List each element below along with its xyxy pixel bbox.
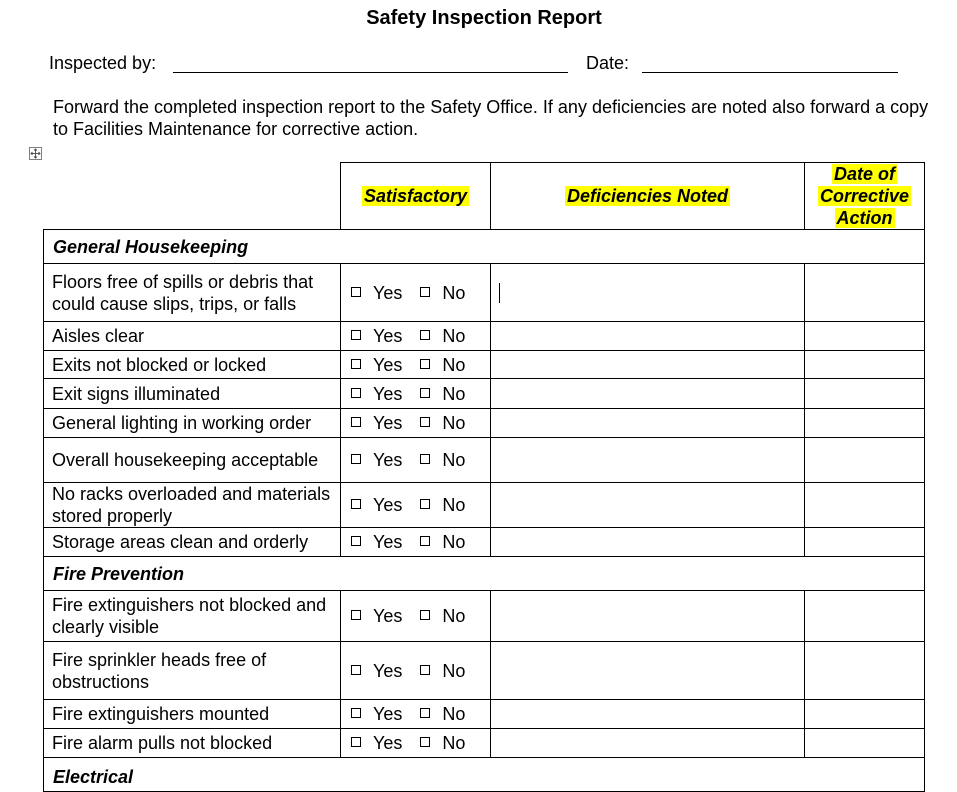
item-label: Storage areas clean and orderly [44,528,341,557]
satisfactory-cell [341,409,491,438]
yes-label: Yes [373,450,403,470]
no-checkbox[interactable] [420,417,430,427]
date-input[interactable] [805,322,925,351]
no-label: No [442,606,466,626]
yes-label: Yes [373,606,403,626]
item-label: Floors free of spills or debris that could cause slips, trips, or falls [44,264,341,322]
yes-label: Yes [373,733,403,753]
date-input[interactable] [805,528,925,557]
no-checkbox[interactable] [420,610,430,620]
yes-checkbox[interactable] [351,665,361,675]
deficiencies-input[interactable] [491,438,805,483]
no-checkbox[interactable] [420,499,430,509]
no-checkbox[interactable] [420,330,430,340]
table-row [44,351,925,379]
satisfactory-cell [341,642,491,700]
text-cursor [499,283,500,303]
table-row [44,322,925,351]
yes-label: Yes [373,532,403,552]
yes-checkbox[interactable] [351,737,361,747]
yes-label: Yes [373,282,403,303]
header-deficiencies [491,163,805,230]
table-row [44,642,925,700]
yes-checkbox[interactable] [351,287,361,297]
deficiencies-input[interactable] [491,483,805,528]
item-label: Fire alarm pulls not blocked [44,729,341,758]
no-label: No [442,450,466,470]
date-field[interactable] [642,72,898,73]
table-row [44,528,925,557]
table-row [44,379,925,409]
date-input[interactable] [805,483,925,528]
section-title-general-housekeeping: General Housekeeping [44,230,925,264]
header-blank-cell [44,163,341,230]
date-input[interactable] [805,351,925,379]
no-checkbox[interactable] [420,287,430,297]
header-row [44,163,925,230]
table-row [44,409,925,438]
satisfactory-cell [341,528,491,557]
deficiencies-input[interactable] [491,264,805,322]
instructions-paragraph: Forward the completed inspection report to the Safety Office. If any deficiencies are noted also forward a copy to Facilities Maintenance for corrective action. [53,97,929,139]
header-date-line1: Date of [833,164,895,184]
yes-checkbox[interactable] [351,417,361,427]
satisfactory-cell [341,729,491,758]
table-row [44,729,925,758]
header-satisfactory-label: Satisfactory [363,186,468,206]
table-row [44,591,925,642]
satisfactory-cell [341,438,491,483]
deficiencies-input[interactable] [491,351,805,379]
header-date-line2: Corrective [819,186,910,206]
item-label: Fire sprinkler heads free of obstructions [44,642,341,700]
item-label: Overall housekeeping acceptable [44,438,341,483]
header-deficiencies-label: Deficiencies Noted [566,186,729,206]
deficiencies-input[interactable] [491,528,805,557]
header-satisfactory [341,163,491,230]
section-title-fire-prevention: Fire Prevention [44,557,925,591]
deficiencies-input[interactable] [491,591,805,642]
yes-checkbox[interactable] [351,610,361,620]
date-input[interactable] [805,642,925,700]
deficiencies-input[interactable] [491,642,805,700]
inspection-table [43,162,925,792]
item-label: General lighting in working order [44,409,341,438]
deficiencies-input[interactable] [491,322,805,351]
no-label: No [442,495,466,515]
no-label: No [442,383,466,404]
date-label: Date: [586,53,630,73]
no-checkbox[interactable] [420,536,430,546]
yes-label: Yes [373,660,403,681]
no-label: No [442,704,466,724]
deficiencies-input[interactable] [491,729,805,758]
no-label: No [442,354,466,375]
header-date-line3: Action [836,208,893,228]
item-label: Exits not blocked or locked [44,351,341,379]
date-input[interactable] [805,409,925,438]
satisfactory-cell [341,700,491,729]
yes-checkbox[interactable] [351,499,361,509]
deficiencies-input[interactable] [491,700,805,729]
yes-label: Yes [373,383,403,404]
table-move-handle-icon[interactable] [29,147,42,160]
document-title: Safety Inspection Report [366,7,602,29]
item-label: Fire extinguishers mounted [44,700,341,729]
section-row [44,230,925,264]
table-row [44,700,925,729]
no-checkbox[interactable] [420,708,430,718]
section-row [44,557,925,591]
item-label: No racks overloaded and materials stored properly [44,483,341,528]
yes-checkbox[interactable] [351,330,361,340]
inspected-by-label: Inspected by: [49,53,157,73]
satisfactory-cell [341,351,491,379]
item-label: Exit signs illuminated [44,379,341,409]
no-checkbox[interactable] [420,359,430,369]
date-input[interactable] [805,379,925,409]
date-input[interactable] [805,591,925,642]
item-label: Aisles clear [44,322,341,351]
yes-checkbox[interactable] [351,388,361,398]
section-row [44,758,925,792]
date-input[interactable] [805,700,925,729]
yes-label: Yes [373,326,403,346]
satisfactory-cell [341,483,491,528]
satisfactory-cell [341,322,491,351]
no-label: No [442,326,466,346]
table-row [44,483,925,528]
no-label: No [442,733,466,753]
no-label: No [442,413,466,433]
yes-label: Yes [373,354,403,375]
inspected-by-field[interactable] [173,72,568,73]
yes-checkbox[interactable] [351,359,361,369]
no-checkbox[interactable] [420,454,430,464]
satisfactory-cell [341,379,491,409]
yes-checkbox[interactable] [351,708,361,718]
item-label: Fire extinguishers not blocked and clearly visible [44,591,341,642]
date-input[interactable] [805,264,925,322]
no-checkbox[interactable] [420,665,430,675]
no-checkbox[interactable] [420,388,430,398]
satisfactory-cell [341,264,491,322]
section-title-electrical: Electrical [44,758,925,792]
no-label: No [442,282,466,303]
no-label: No [442,660,466,681]
yes-label: Yes [373,413,403,433]
table-row [44,264,925,322]
deficiencies-input[interactable] [491,379,805,409]
date-input[interactable] [805,729,925,758]
yes-checkbox[interactable] [351,536,361,546]
no-checkbox[interactable] [420,737,430,747]
satisfactory-cell [341,591,491,642]
header-date-corrective-action [805,163,925,230]
yes-label: Yes [373,495,403,515]
yes-label: Yes [373,704,403,724]
table-row [44,438,925,483]
no-label: No [442,532,466,552]
deficiencies-input[interactable] [491,409,805,438]
yes-checkbox[interactable] [351,454,361,464]
date-input[interactable] [805,438,925,483]
